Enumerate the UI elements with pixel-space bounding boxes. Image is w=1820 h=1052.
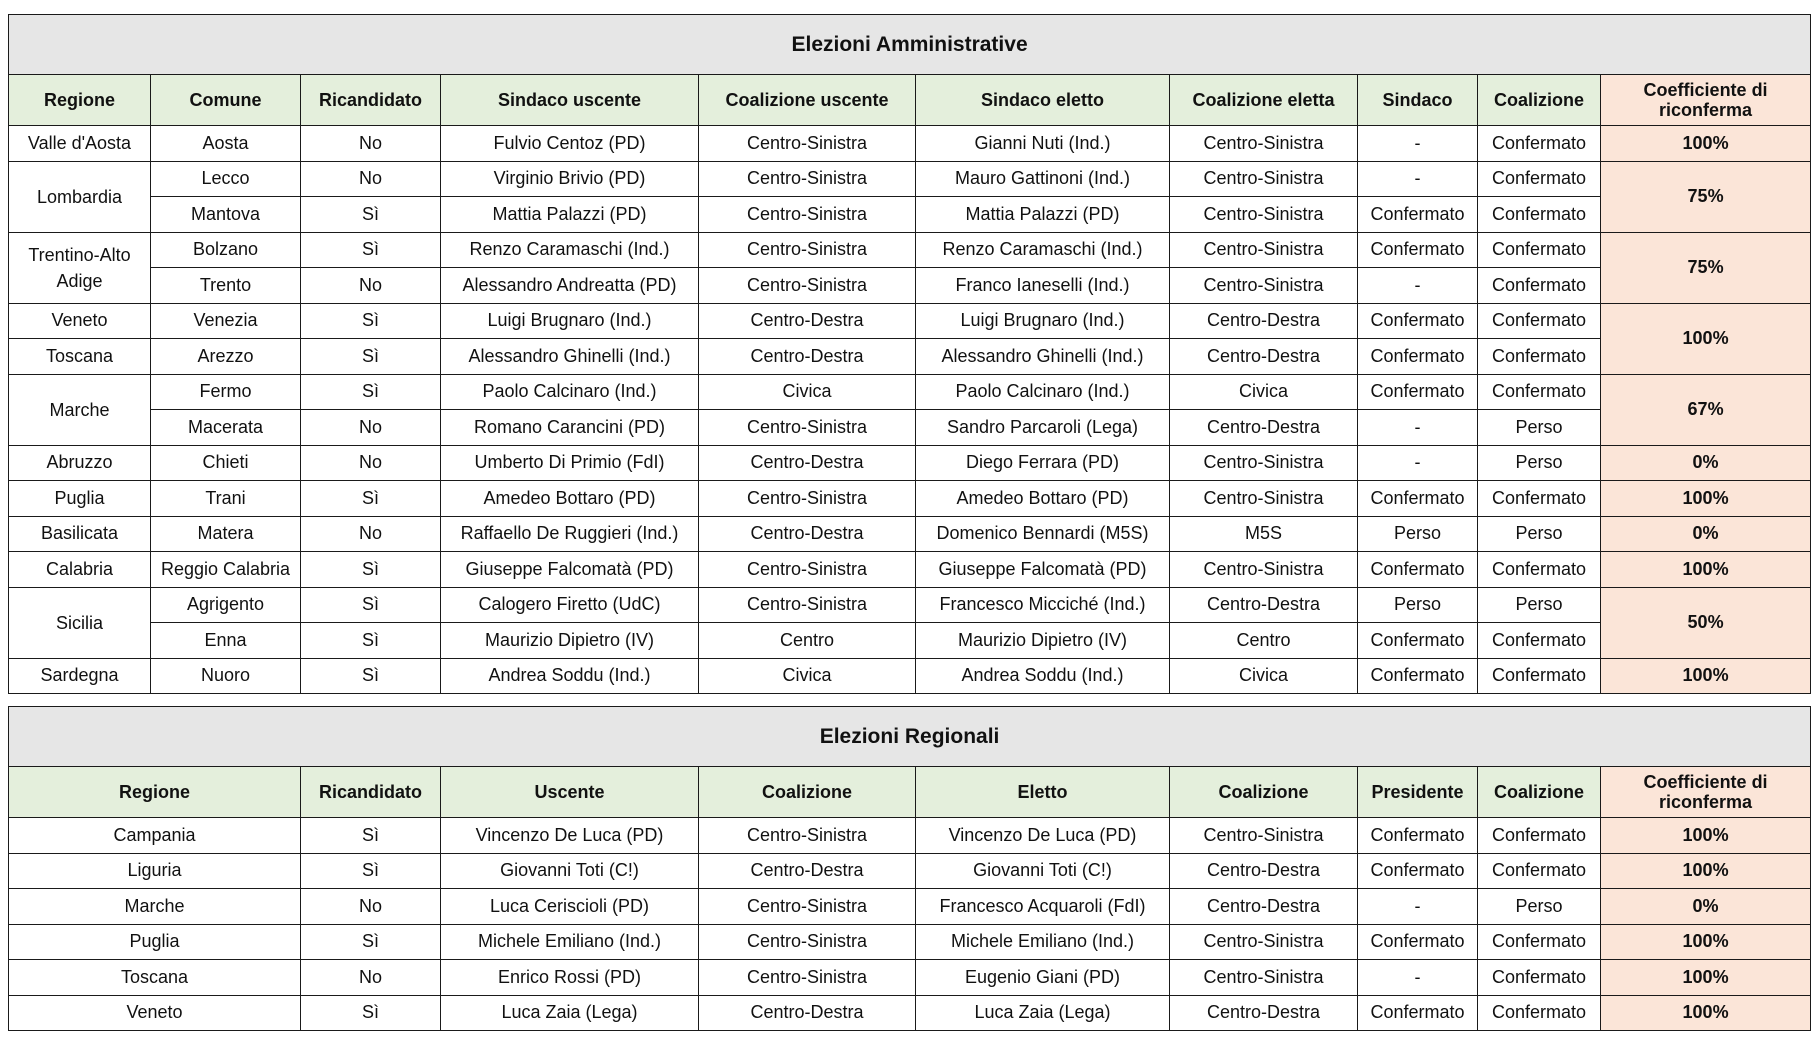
coalizione-cell: Confermato: [1478, 552, 1601, 588]
coefficiente-cell: 0%: [1601, 516, 1811, 552]
table-row: [9, 516, 1811, 552]
ricandidato-cell: Sì: [301, 552, 441, 588]
sindaco-cell: -: [1358, 445, 1478, 481]
coalizione-eletta-cell: Centro-Sinistra: [1170, 268, 1358, 304]
uscente-cell: Michele Emiliano (Ind.): [441, 924, 699, 960]
sindaco-eletto-cell: Paolo Calcinaro (Ind.): [916, 374, 1170, 410]
coalizione-uscente-cell: Centro-Sinistra: [699, 126, 916, 162]
coalizione-uscente-cell: Centro-Sinistra: [699, 818, 916, 854]
sindaco-cell: -: [1358, 161, 1478, 197]
table-row: [9, 623, 1811, 659]
comune-cell: Aosta: [151, 126, 301, 162]
coefficiente-cell: 100%: [1601, 818, 1811, 854]
table-row: [9, 587, 1811, 623]
coefficiente-cell: 0%: [1601, 889, 1811, 925]
coalizione-eletta-cell: Centro-Sinistra: [1170, 126, 1358, 162]
table-row: [9, 197, 1811, 233]
sindaco-uscente-cell: Romano Carancini (PD): [441, 410, 699, 446]
coalizione-uscente-cell: Centro-Sinistra: [699, 924, 916, 960]
coalizione-uscente-cell: Centro-Sinistra: [699, 197, 916, 233]
comune-cell: Trani: [151, 481, 301, 517]
coefficiente-cell: 67%: [1601, 374, 1811, 445]
coalizione-uscente-cell: Centro: [699, 623, 916, 659]
regione-cell: Sicilia: [9, 587, 151, 658]
sindaco-eletto-cell: Domenico Bennardi (M5S): [916, 516, 1170, 552]
eletto-cell: Michele Emiliano (Ind.): [916, 924, 1170, 960]
table-row: [9, 481, 1811, 517]
coalizione-cell: Confermato: [1478, 623, 1601, 659]
sindaco-eletto-cell: Luigi Brugnaro (Ind.): [916, 303, 1170, 339]
uscente-cell: Enrico Rossi (PD): [441, 960, 699, 996]
ricandidato-cell: No: [301, 445, 441, 481]
sindaco-uscente-cell: Umberto Di Primio (FdI): [441, 445, 699, 481]
coalizione-uscente-cell: Centro-Destra: [699, 995, 916, 1031]
ricandidato-cell: Sì: [301, 658, 441, 694]
coalizione-uscente-cell: Centro-Sinistra: [699, 889, 916, 925]
sindaco-uscente-cell: Raffaello De Ruggieri (Ind.): [441, 516, 699, 552]
coalizione-uscente-cell: Centro-Sinistra: [699, 552, 916, 588]
amministrative-title: Elezioni Amministrative: [9, 15, 1811, 75]
coalizione-uscente-cell: Centro-Sinistra: [699, 268, 916, 304]
regione-cell: Abruzzo: [9, 445, 151, 481]
coalizione-eletta-cell: Centro-Sinistra: [1170, 481, 1358, 517]
table-row: [9, 658, 1811, 694]
coalizione-eletta-cell: Centro-Sinistra: [1170, 445, 1358, 481]
coalizione-cell: Perso: [1478, 587, 1601, 623]
ricandidato-cell: Sì: [301, 853, 441, 889]
uscente-cell: Giovanni Toti (C!): [441, 853, 699, 889]
coalizione-cell: Perso: [1478, 410, 1601, 446]
sindaco-cell: Perso: [1358, 587, 1478, 623]
comune-cell: Matera: [151, 516, 301, 552]
sindaco-eletto-cell: Giuseppe Falcomatà (PD): [916, 552, 1170, 588]
sindaco-cell: -: [1358, 268, 1478, 304]
table-row: [9, 410, 1811, 446]
coalizione-cell: Confermato: [1478, 161, 1601, 197]
comune-cell: Arezzo: [151, 339, 301, 375]
comune-cell: Macerata: [151, 410, 301, 446]
presidente-cell: -: [1358, 889, 1478, 925]
header-coefficiente: Coefficiente di riconferma: [1601, 767, 1811, 818]
sindaco-eletto-cell: Amedeo Bottaro (PD): [916, 481, 1170, 517]
coalizione-eletta-cell: M5S: [1170, 516, 1358, 552]
coefficiente-cell: 100%: [1601, 853, 1811, 889]
coalizione-eletta-cell: Centro-Destra: [1170, 995, 1358, 1031]
sindaco-uscente-cell: Alessandro Andreatta (PD): [441, 268, 699, 304]
ricandidato-cell: Sì: [301, 481, 441, 517]
ricandidato-cell: Sì: [301, 374, 441, 410]
regione-cell: Campania: [9, 818, 301, 854]
coalizione-uscente-cell: Centro-Sinistra: [699, 161, 916, 197]
regione-cell: Sardegna: [9, 658, 151, 694]
comune-cell: Enna: [151, 623, 301, 659]
regione-cell: Toscana: [9, 339, 151, 375]
ricandidato-cell: No: [301, 960, 441, 996]
sindaco-eletto-cell: Sandro Parcaroli (Lega): [916, 410, 1170, 446]
coalizione-uscente-cell: Civica: [699, 374, 916, 410]
coefficiente-cell: 100%: [1601, 126, 1811, 162]
sindaco-uscente-cell: Luigi Brugnaro (Ind.): [441, 303, 699, 339]
table-row: [9, 995, 1811, 1031]
ricandidato-cell: Sì: [301, 197, 441, 233]
table-row: [9, 339, 1811, 375]
header-coalizione: Coalizione: [1478, 75, 1601, 126]
coalizione-cell: Confermato: [1478, 197, 1601, 233]
coalizione-cell: Confermato: [1478, 268, 1601, 304]
header-coalizione-uscente: Coalizione: [699, 767, 916, 818]
sindaco-eletto-cell: Gianni Nuti (Ind.): [916, 126, 1170, 162]
comune-cell: Mantova: [151, 197, 301, 233]
regione-cell: Marche: [9, 889, 301, 925]
header-coalizione-uscente: Coalizione uscente: [699, 75, 916, 126]
regione-cell: Lombardia: [9, 161, 151, 232]
coefficiente-cell: 75%: [1601, 232, 1811, 303]
table-row: [9, 445, 1811, 481]
sindaco-cell: Confermato: [1358, 658, 1478, 694]
coalizione-uscente-cell: Centro-Destra: [699, 339, 916, 375]
comune-cell: Chieti: [151, 445, 301, 481]
sindaco-uscente-cell: Fulvio Centoz (PD): [441, 126, 699, 162]
sindaco-uscente-cell: Andrea Soddu (Ind.): [441, 658, 699, 694]
header-coalizione-eletta: Coalizione eletta: [1170, 75, 1358, 126]
header-comune: Comune: [151, 75, 301, 126]
sindaco-eletto-cell: Mattia Palazzi (PD): [916, 197, 1170, 233]
sindaco-uscente-cell: Renzo Caramaschi (Ind.): [441, 232, 699, 268]
sindaco-eletto-cell: Mauro Gattinoni (Ind.): [916, 161, 1170, 197]
coalizione-eletta-cell: Centro-Sinistra: [1170, 960, 1358, 996]
table-row: [9, 303, 1811, 339]
ricandidato-cell: Sì: [301, 623, 441, 659]
coalizione-cell: Confermato: [1478, 853, 1601, 889]
comune-cell: Lecco: [151, 161, 301, 197]
table-row: [9, 126, 1811, 162]
eletto-cell: Vincenzo De Luca (PD): [916, 818, 1170, 854]
coalizione-cell: Confermato: [1478, 481, 1601, 517]
eletto-cell: Francesco Acquaroli (FdI): [916, 889, 1170, 925]
sindaco-eletto-cell: Maurizio Dipietro (IV): [916, 623, 1170, 659]
regione-cell: Valle d'Aosta: [9, 126, 151, 162]
coefficiente-cell: 75%: [1601, 161, 1811, 232]
coalizione-eletta-cell: Centro: [1170, 623, 1358, 659]
coalizione-cell: Perso: [1478, 445, 1601, 481]
eletto-cell: Eugenio Giani (PD): [916, 960, 1170, 996]
sindaco-eletto-cell: Andrea Soddu (Ind.): [916, 658, 1170, 694]
regionali-body: [9, 818, 1811, 1031]
regione-cell: Veneto: [9, 303, 151, 339]
presidente-cell: Confermato: [1358, 995, 1478, 1031]
coalizione-uscente-cell: Centro-Sinistra: [699, 960, 916, 996]
comune-cell: Fermo: [151, 374, 301, 410]
ricandidato-cell: No: [301, 268, 441, 304]
ricandidato-cell: No: [301, 889, 441, 925]
sindaco-uscente-cell: Calogero Firetto (UdC): [441, 587, 699, 623]
regione-cell: Trentino-Alto Adige: [9, 232, 151, 303]
table-row: [9, 889, 1811, 925]
regione-cell: Liguria: [9, 853, 301, 889]
uscente-cell: Vincenzo De Luca (PD): [441, 818, 699, 854]
table-row: [9, 268, 1811, 304]
sindaco-cell: Perso: [1358, 516, 1478, 552]
ricandidato-cell: Sì: [301, 232, 441, 268]
coalizione-eletta-cell: Centro-Destra: [1170, 889, 1358, 925]
coalizione-eletta-cell: Centro-Destra: [1170, 853, 1358, 889]
coalizione-eletta-cell: Centro-Sinistra: [1170, 161, 1358, 197]
header-coefficiente: Coefficiente di riconferma: [1601, 75, 1811, 126]
coalizione-uscente-cell: Centro-Destra: [699, 303, 916, 339]
coalizione-cell: Perso: [1478, 889, 1601, 925]
presidente-cell: Confermato: [1358, 818, 1478, 854]
regione-cell: Calabria: [9, 552, 151, 588]
coefficiente-cell: 100%: [1601, 658, 1811, 694]
sindaco-cell: Confermato: [1358, 303, 1478, 339]
header-eletto: Eletto: [916, 767, 1170, 818]
table-row: [9, 818, 1811, 854]
coalizione-eletta-cell: Centro-Destra: [1170, 410, 1358, 446]
header-uscente: Uscente: [441, 767, 699, 818]
coalizione-eletta-cell: Centro-Sinistra: [1170, 924, 1358, 960]
coalizione-cell: Confermato: [1478, 995, 1601, 1031]
table-row: [9, 232, 1811, 268]
sindaco-cell: -: [1358, 410, 1478, 446]
coalizione-eletta-cell: Centro-Sinistra: [1170, 552, 1358, 588]
sindaco-eletto-cell: Franco Ianeselli (Ind.): [916, 268, 1170, 304]
header-coalizione: Coalizione: [1478, 767, 1601, 818]
coalizione-cell: Confermato: [1478, 303, 1601, 339]
coalizione-cell: Confermato: [1478, 339, 1601, 375]
sindaco-eletto-cell: Alessandro Ghinelli (Ind.): [916, 339, 1170, 375]
regione-cell: Toscana: [9, 960, 301, 996]
amministrative-body: [9, 126, 1811, 694]
coefficiente-cell: 100%: [1601, 552, 1811, 588]
coalizione-uscente-cell: Centro-Destra: [699, 445, 916, 481]
sindaco-eletto-cell: Renzo Caramaschi (Ind.): [916, 232, 1170, 268]
coalizione-cell: Confermato: [1478, 960, 1601, 996]
coalizione-uscente-cell: Centro-Sinistra: [699, 410, 916, 446]
header-sindaco: Sindaco: [1358, 75, 1478, 126]
coefficiente-cell: 100%: [1601, 960, 1811, 996]
sindaco-uscente-cell: Maurizio Dipietro (IV): [441, 623, 699, 659]
sindaco-cell: Confermato: [1358, 197, 1478, 233]
sindaco-cell: Confermato: [1358, 481, 1478, 517]
coefficiente-cell: 50%: [1601, 587, 1811, 658]
regionali-title: Elezioni Regionali: [9, 707, 1811, 767]
sindaco-cell: Confermato: [1358, 623, 1478, 659]
sindaco-uscente-cell: Mattia Palazzi (PD): [441, 197, 699, 233]
uscente-cell: Luca Zaia (Lega): [441, 995, 699, 1031]
ricandidato-cell: No: [301, 126, 441, 162]
coalizione-eletta-cell: Civica: [1170, 374, 1358, 410]
ricandidato-cell: No: [301, 410, 441, 446]
sindaco-cell: Confermato: [1358, 339, 1478, 375]
header-presidente: Presidente: [1358, 767, 1478, 818]
table-row: [9, 552, 1811, 588]
sindaco-eletto-cell: Francesco Micciché (Ind.): [916, 587, 1170, 623]
coefficiente-cell: 0%: [1601, 445, 1811, 481]
ricandidato-cell: Sì: [301, 995, 441, 1031]
header-sindaco-eletto: Sindaco eletto: [916, 75, 1170, 126]
header-regione: Regione: [9, 75, 151, 126]
coalizione-cell: Confermato: [1478, 374, 1601, 410]
table-row: [9, 924, 1811, 960]
coalizione-eletta-cell: Civica: [1170, 658, 1358, 694]
ricandidato-cell: Sì: [301, 818, 441, 854]
coalizione-uscente-cell: Centro-Destra: [699, 853, 916, 889]
ricandidato-cell: Sì: [301, 924, 441, 960]
comune-cell: Bolzano: [151, 232, 301, 268]
header-ricandidato: Ricandidato: [301, 767, 441, 818]
coefficiente-cell: 100%: [1601, 995, 1811, 1031]
coalizione-cell: Perso: [1478, 516, 1601, 552]
sindaco-cell: -: [1358, 126, 1478, 162]
presidente-cell: -: [1358, 960, 1478, 996]
regionali-table: [8, 706, 1811, 1031]
ricandidato-cell: Sì: [301, 303, 441, 339]
coalizione-uscente-cell: Centro-Sinistra: [699, 587, 916, 623]
coalizione-uscente-cell: Centro-Sinistra: [699, 481, 916, 517]
comune-cell: Venezia: [151, 303, 301, 339]
sindaco-uscente-cell: Alessandro Ghinelli (Ind.): [441, 339, 699, 375]
sindaco-eletto-cell: Diego Ferrara (PD): [916, 445, 1170, 481]
sindaco-cell: Confermato: [1358, 552, 1478, 588]
header-ricandidato: Ricandidato: [301, 75, 441, 126]
comune-cell: Nuoro: [151, 658, 301, 694]
table-row: [9, 374, 1811, 410]
coalizione-eletta-cell: Centro-Sinistra: [1170, 818, 1358, 854]
coalizione-cell: Confermato: [1478, 658, 1601, 694]
amministrative-table: [8, 14, 1811, 694]
regione-cell: Basilicata: [9, 516, 151, 552]
sindaco-uscente-cell: Paolo Calcinaro (Ind.): [441, 374, 699, 410]
comune-cell: Reggio Calabria: [151, 552, 301, 588]
header-sindaco-uscente: Sindaco uscente: [441, 75, 699, 126]
sindaco-cell: Confermato: [1358, 232, 1478, 268]
coalizione-uscente-cell: Centro-Sinistra: [699, 232, 916, 268]
coalizione-cell: Confermato: [1478, 924, 1601, 960]
coalizione-eletta-cell: Centro-Sinistra: [1170, 232, 1358, 268]
regione-cell: Veneto: [9, 995, 301, 1031]
coalizione-uscente-cell: Centro-Destra: [699, 516, 916, 552]
table-row: [9, 853, 1811, 889]
sindaco-uscente-cell: Amedeo Bottaro (PD): [441, 481, 699, 517]
coalizione-cell: Confermato: [1478, 818, 1601, 854]
ricandidato-cell: No: [301, 516, 441, 552]
coalizione-uscente-cell: Civica: [699, 658, 916, 694]
coefficiente-cell: 100%: [1601, 481, 1811, 517]
sindaco-cell: Confermato: [1358, 374, 1478, 410]
regione-cell: Puglia: [9, 481, 151, 517]
coefficiente-cell: 100%: [1601, 303, 1811, 374]
coalizione-eletta-cell: Centro-Destra: [1170, 339, 1358, 375]
comune-cell: Agrigento: [151, 587, 301, 623]
coalizione-cell: Confermato: [1478, 126, 1601, 162]
ricandidato-cell: Sì: [301, 339, 441, 375]
coalizione-cell: Confermato: [1478, 232, 1601, 268]
coalizione-eletta-cell: Centro-Destra: [1170, 303, 1358, 339]
table-row: [9, 960, 1811, 996]
uscente-cell: Luca Ceriscioli (PD): [441, 889, 699, 925]
ricandidato-cell: No: [301, 161, 441, 197]
coefficiente-cell: 100%: [1601, 924, 1811, 960]
presidente-cell: Confermato: [1358, 924, 1478, 960]
sindaco-uscente-cell: Virginio Brivio (PD): [441, 161, 699, 197]
header-coalizione-eletta: Coalizione: [1170, 767, 1358, 818]
sindaco-uscente-cell: Giuseppe Falcomatà (PD): [441, 552, 699, 588]
ricandidato-cell: Sì: [301, 587, 441, 623]
coalizione-eletta-cell: Centro-Sinistra: [1170, 197, 1358, 233]
comune-cell: Trento: [151, 268, 301, 304]
presidente-cell: Confermato: [1358, 853, 1478, 889]
coalizione-eletta-cell: Centro-Destra: [1170, 587, 1358, 623]
regione-cell: Marche: [9, 374, 151, 445]
regione-cell: Puglia: [9, 924, 301, 960]
eletto-cell: Luca Zaia (Lega): [916, 995, 1170, 1031]
table-row: [9, 161, 1811, 197]
eletto-cell: Giovanni Toti (C!): [916, 853, 1170, 889]
header-regione: Regione: [9, 767, 301, 818]
